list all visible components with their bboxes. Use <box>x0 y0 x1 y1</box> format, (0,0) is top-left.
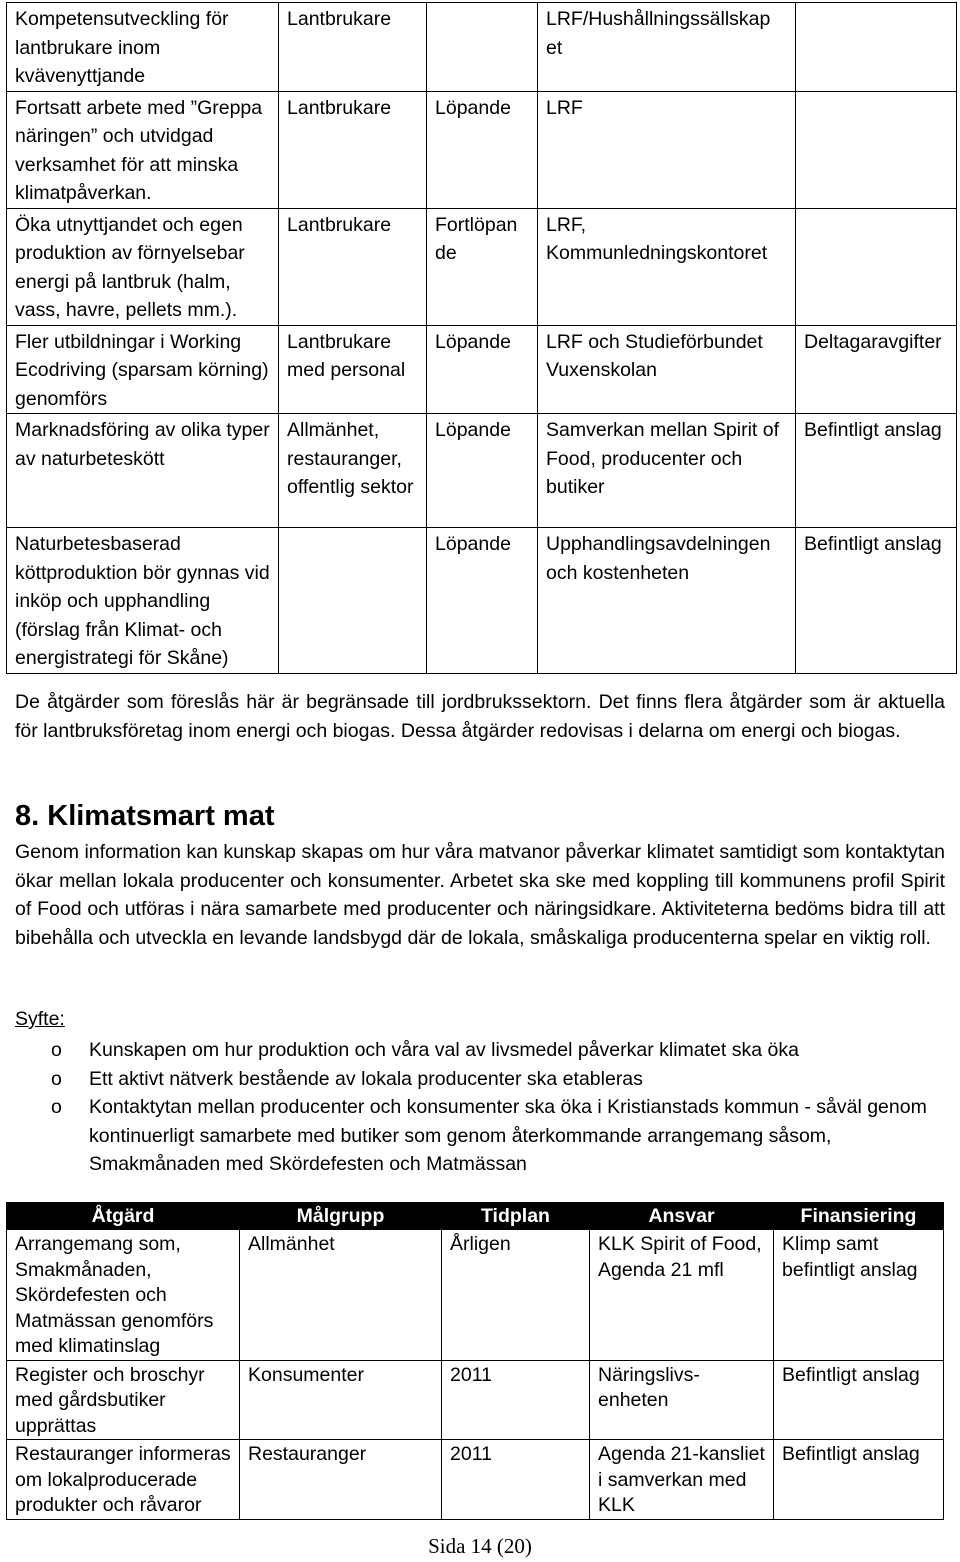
column-header-responsible: Ansvar <box>590 1203 774 1230</box>
responsible-cell: Agenda 21-kansliet i samverkan med KLK <box>590 1440 774 1520</box>
section-title: Klimatsmart mat <box>47 800 275 832</box>
measure-cell: Fler utbildningar i Working Ecodriving (sparsam körning) genomförs <box>7 325 279 414</box>
responsible-cell: LRF och Studieförbundet Vuxenskolan <box>538 325 796 414</box>
target-group-cell: Lantbrukare med personal <box>279 325 427 414</box>
responsible-cell: LRF <box>538 91 796 208</box>
measures-table-continued <box>6 2 957 674</box>
target-group-cell: Lantbrukare <box>279 3 427 92</box>
column-header-schedule: Tidplan <box>442 1203 590 1230</box>
schedule-cell: 2011 <box>442 1360 590 1440</box>
list-item-text: Kontaktytan mellan producenter och konsumenter ska öka i Kristianstads kommun - såväl genom kontinuerligt samarbete med butiker som genom återkommande arrangemang såsom, Smakmånaden med Skördefesten och Matmässan <box>89 1096 927 1175</box>
financing-cell <box>796 3 957 92</box>
financing-cell: Befintligt anslag <box>796 414 957 528</box>
purpose-label: Syfte: <box>15 1008 65 1030</box>
target-group-cell: Konsumenter <box>240 1360 442 1440</box>
financing-cell <box>796 91 957 208</box>
measure-cell: Naturbetesbaserad köttproduktion bör gynnas vid inköp och upphandling (förslag från Klimat- och energistrategi för Skåne) <box>7 528 279 674</box>
schedule-cell: Löpande <box>427 528 538 674</box>
section-heading <box>15 800 275 833</box>
column-header-measure: Åtgärd <box>7 1203 240 1230</box>
target-group-cell <box>279 528 427 674</box>
bullet-marker: o <box>51 1039 62 1061</box>
section-number: 8. <box>15 800 40 832</box>
table-row <box>7 91 957 208</box>
list-item-text: Ett aktivt nätverk bestående av lokala producenter ska etableras <box>89 1067 643 1090</box>
measure-cell: Restauranger informeras om lokalproducerade produkter och råvaror <box>7 1440 240 1520</box>
measure-cell: Marknadsföring av olika typer av naturbeteskött <box>7 414 279 528</box>
list-item <box>15 1036 945 1065</box>
target-group-cell: Lantbrukare <box>279 208 427 325</box>
financing-cell: Befintligt anslag <box>774 1440 944 1520</box>
table-row <box>7 208 957 325</box>
financing-cell: Deltagaravgifter <box>796 325 957 414</box>
responsible-cell: Upphandlingsavdelningen och kostenheten <box>538 528 796 674</box>
schedule-cell: Årligen <box>442 1230 590 1361</box>
measure-cell: Kompetensutveckling för lantbrukare inom kvävenyttjande <box>7 3 279 92</box>
table-row <box>7 414 957 528</box>
schedule-cell: Löpande <box>427 414 538 528</box>
schedule-cell <box>427 3 538 92</box>
table-header-row <box>7 1203 944 1230</box>
responsible-cell: Samverkan mellan Spirit of Food, producenter och butiker <box>538 414 796 528</box>
schedule-cell: Löpande <box>427 325 538 414</box>
table-row <box>7 1360 944 1440</box>
measure-cell: Fortsatt arbete med ”Greppa näringen” och utvidgad verksamhet för att minska klimatpåverkan. <box>7 91 279 208</box>
column-header-financing: Finansiering <box>774 1203 944 1230</box>
target-group-cell: Restauranger <box>240 1440 442 1520</box>
responsible-cell: KLK Spirit of Food, Agenda 21 mfl <box>590 1230 774 1361</box>
purpose-list <box>15 1036 945 1179</box>
financing-cell: Befintligt anslag <box>796 528 957 674</box>
schedule-cell: Löpande <box>427 91 538 208</box>
measure-cell: Arrangemang som, Smakmånaden, Skördefesten och Matmässan genomförs med klimatinslag <box>7 1230 240 1361</box>
schedule-cell: 2011 <box>442 1440 590 1520</box>
list-item <box>15 1093 945 1179</box>
target-group-cell: Lantbrukare <box>279 91 427 208</box>
measures-table <box>6 1202 944 1520</box>
bullet-marker: o <box>51 1067 62 1090</box>
bullet-marker: o <box>51 1096 62 1118</box>
responsible-cell: LRF/Hushållningssällskap et <box>538 3 796 92</box>
table-row <box>7 3 957 92</box>
responsible-cell: LRF, Kommunledningskontoret <box>538 208 796 325</box>
financing-cell: Klimp samt befintligt anslag <box>774 1230 944 1361</box>
list-item-text: Kunskapen om hur produktion och våra val av livsmedel påverkar klimatet ska öka <box>89 1039 799 1061</box>
list-item <box>15 1065 945 1094</box>
table-row <box>7 528 957 674</box>
table-row <box>7 1440 944 1520</box>
column-header-target-group: Målgrupp <box>240 1203 442 1230</box>
page-number: Sida 14 (20) <box>428 1534 532 1558</box>
measure-cell: Öka utnyttjandet och egen produktion av förnyelsebar energi på lantbruk (halm, vass, havre, pellets mm.). <box>7 208 279 325</box>
financing-cell: Befintligt anslag <box>774 1360 944 1440</box>
schedule-cell: Fortlöpan de <box>427 208 538 325</box>
target-group-cell: Allmänhet <box>240 1230 442 1361</box>
responsible-cell: Näringslivs-enheten <box>590 1360 774 1440</box>
intro-paragraph: De åtgärder som föreslås här är begränsade till jordbrukssektorn. Det finns flera åtgärder som är aktuella för lantbruksföretag inom energi och biogas. Dessa åtgärder redovisas i delarna om energi och biogas. <box>15 691 945 742</box>
target-group-cell: Allmänhet, restauranger, offentlig sektor <box>279 414 427 528</box>
table-row <box>7 1230 944 1361</box>
financing-cell <box>796 208 957 325</box>
table-row <box>7 325 957 414</box>
section-paragraph: Genom information kan kunskap skapas om hur våra matvanor påverkar klimatet samtidigt som kontaktytan ökar mellan lokala producenter och konsumenter. Arbetet ska ske med koppling till kommunens profil Spirit of Food och utföras i nära samarbete med producenter och näringsidkare. Aktiviteterna bedöms bidra till att bibehålla och utveckla en levande landsbygd där de lokala, småskaliga producenterna spelar en viktig roll. <box>15 841 945 949</box>
measure-cell: Register och broschyr med gårdsbutiker upprättas <box>7 1360 240 1440</box>
